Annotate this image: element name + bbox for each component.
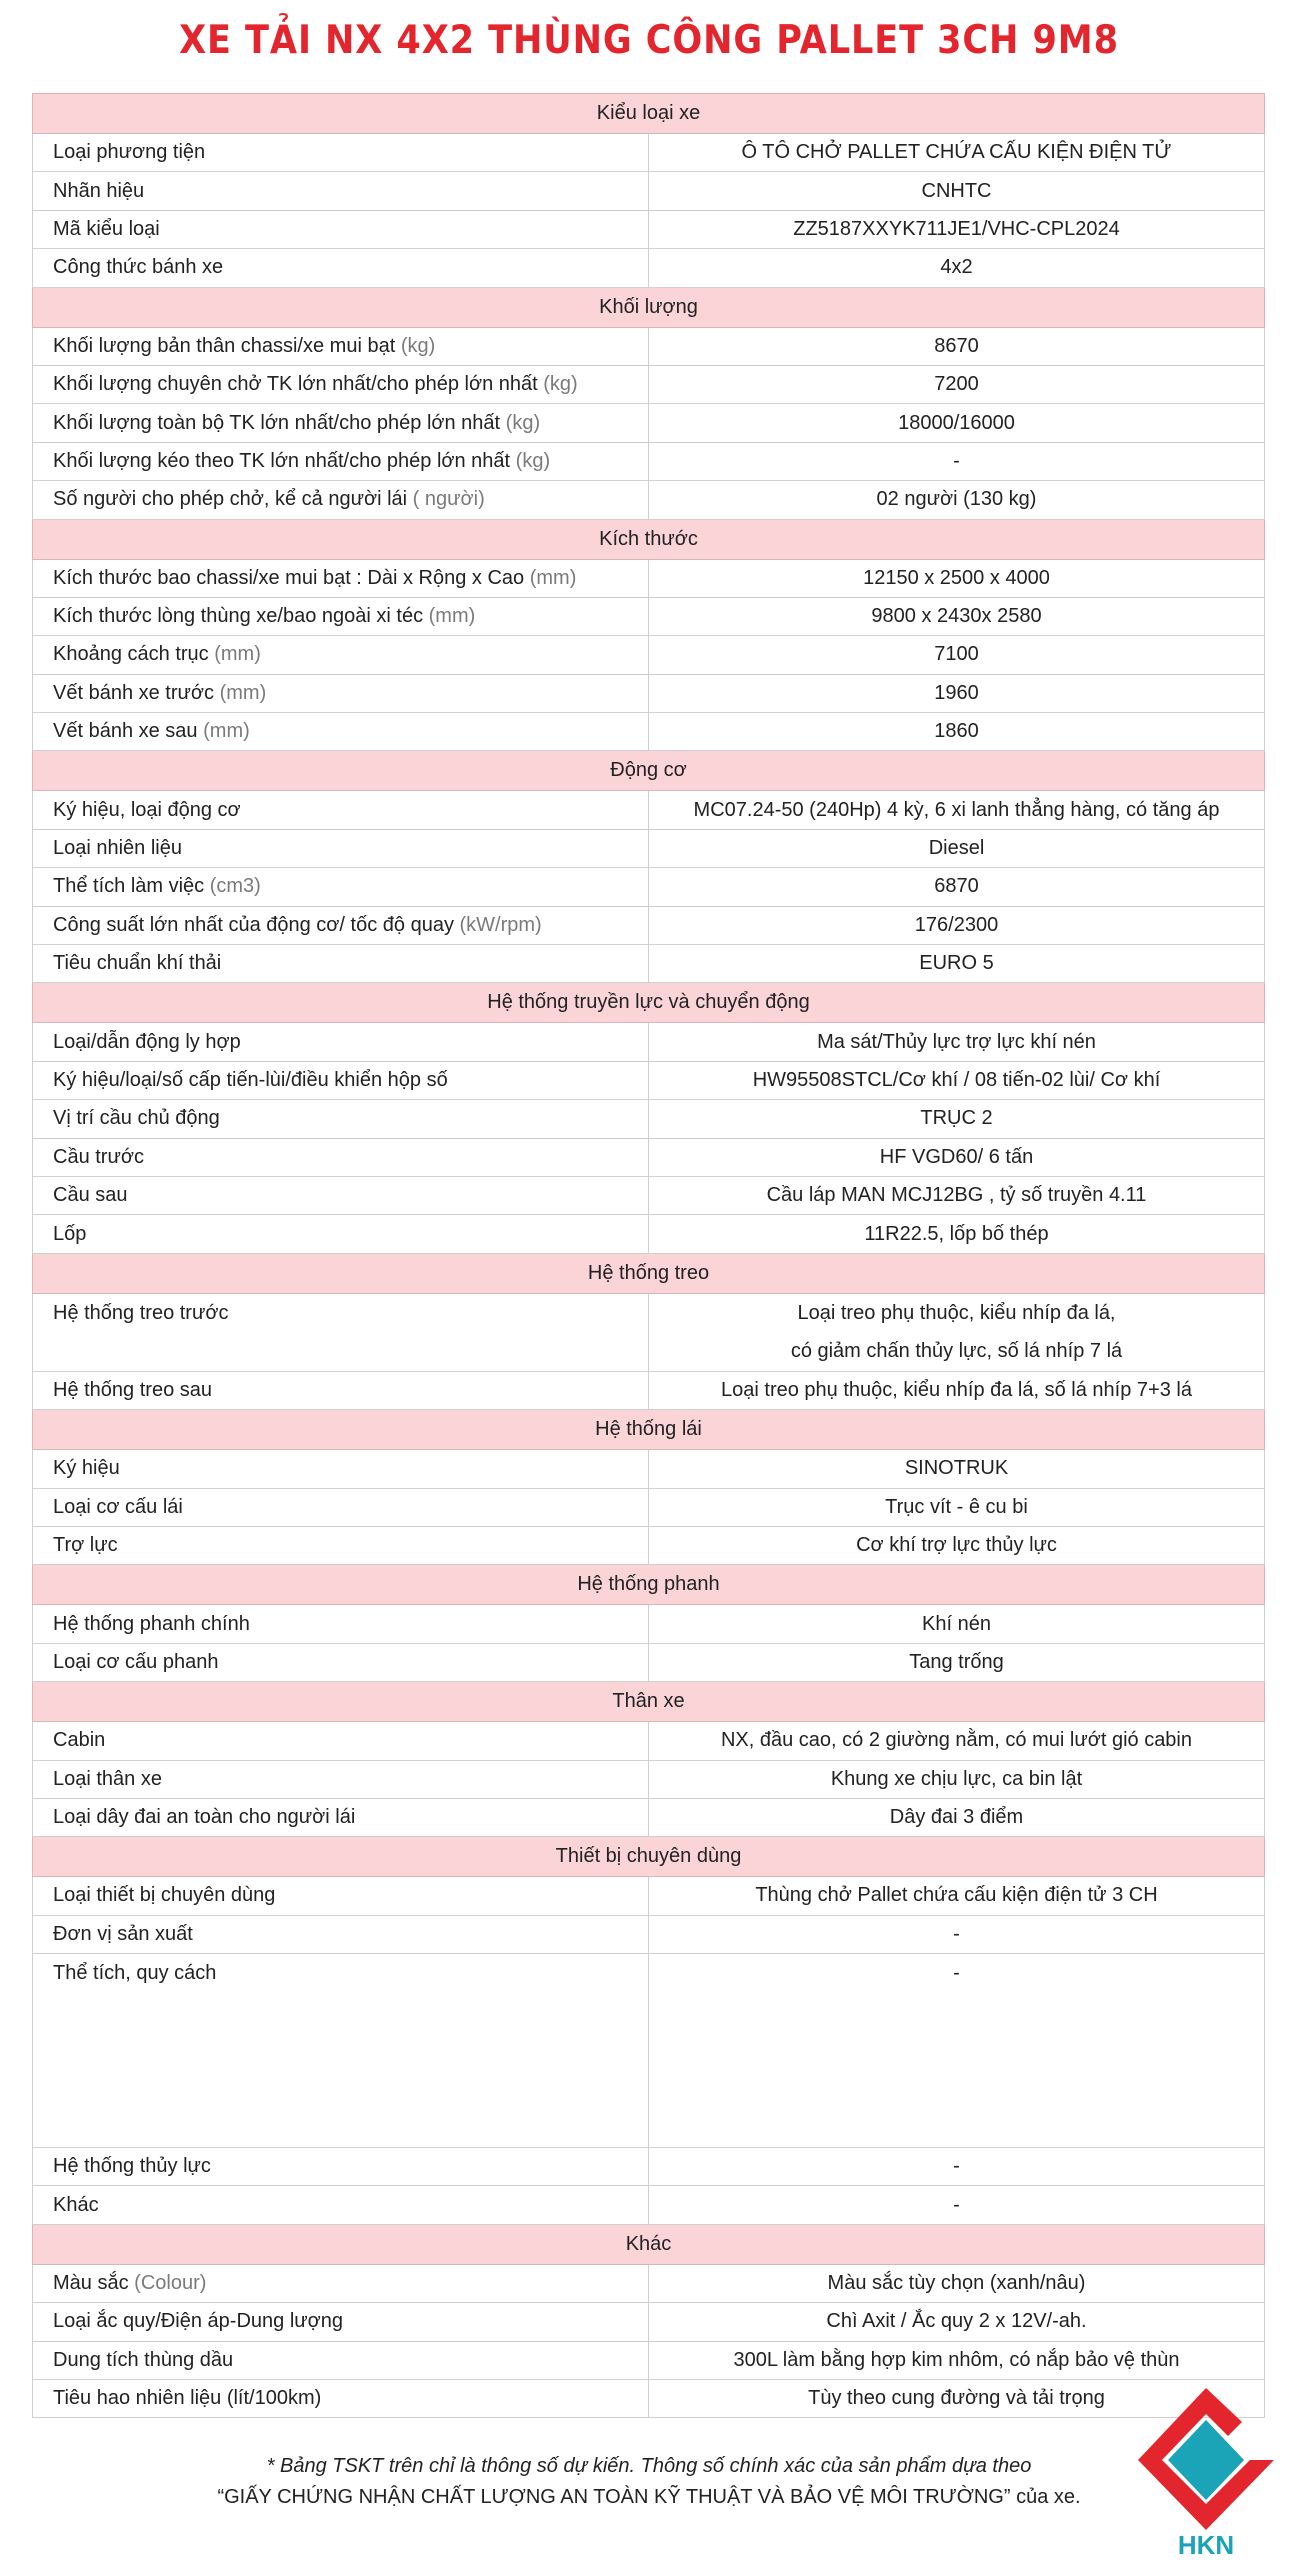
spec-label-cell xyxy=(33,597,649,635)
spec-label: Loại thiết bị chuyên dùng xyxy=(53,1884,276,1907)
spec-unit: (mm) xyxy=(428,605,476,628)
spec-row xyxy=(33,134,1265,172)
spec-row xyxy=(33,442,1265,480)
spec-value: CNHTC xyxy=(921,179,992,202)
spec-value: 6870 xyxy=(934,875,979,898)
spec-value: 8670 xyxy=(934,334,979,357)
spec-value-cell xyxy=(649,1293,1265,1371)
section-title: Động cơ xyxy=(33,751,1265,791)
spec-value: HF VGD60/ 6 tấn xyxy=(879,1145,1034,1168)
spec-label: Nhãn hiệu xyxy=(53,179,145,202)
spec-label-cell xyxy=(33,1371,649,1409)
spec-label: Vết bánh xe trước xyxy=(53,681,215,704)
spec-label-cell xyxy=(33,1023,649,1061)
spec-value: 4x2 xyxy=(940,256,973,279)
spec-label-cell xyxy=(33,1215,649,1253)
spec-row xyxy=(33,327,1265,365)
spec-row xyxy=(33,1138,1265,1176)
spec-label-cell xyxy=(33,1450,649,1488)
section-title: Khối lượng xyxy=(33,287,1265,327)
spec-value: Màu sắc tùy chọn (xanh/nâu) xyxy=(827,2272,1086,2295)
spec-value: Cơ khí trợ lực thủy lực xyxy=(856,1534,1057,1557)
spec-label: Loại cơ cấu phanh xyxy=(53,1650,219,1673)
spec-row xyxy=(33,1100,1265,1138)
spec-label-cell xyxy=(33,2148,649,2186)
spec-value-cell xyxy=(649,1023,1265,1061)
spec-row xyxy=(33,674,1265,712)
hkn-logo xyxy=(1132,2380,1280,2560)
spec-value: Dây đai 3 điểm xyxy=(889,1806,1024,1829)
spec-label-cell xyxy=(33,2186,649,2224)
spec-value-cell xyxy=(649,597,1265,635)
spec-label: Lốp xyxy=(53,1222,87,1245)
spec-label-cell xyxy=(33,481,649,519)
spec-label: Công thức bánh xe xyxy=(53,256,224,279)
spec-value-cell xyxy=(649,906,1265,944)
spec-value-cell xyxy=(649,713,1265,751)
footnote-line-2: “GIẤY CHỨNG NHẬN CHẤT LƯỢNG AN TOÀN KỸ THUẬT VÀ BẢO VỆ MÔI TRƯỜNG” của xe. xyxy=(217,2486,1081,2508)
spec-value: 18000/16000 xyxy=(898,411,1015,434)
spec-row xyxy=(33,1605,1265,1643)
spec-value-cell xyxy=(649,1100,1265,1138)
spec-label: Hệ thống treo sau xyxy=(53,1378,212,1401)
spec-label-cell xyxy=(33,249,649,287)
spec-row xyxy=(33,1526,1265,1564)
spec-value-cell xyxy=(649,945,1265,983)
spec-row xyxy=(33,2264,1265,2302)
spec-value: - xyxy=(953,449,960,472)
spec-label-cell xyxy=(33,1877,649,1915)
spec-label-cell xyxy=(33,1488,649,1526)
section-header-row xyxy=(33,1565,1265,1605)
spec-value: 7100 xyxy=(934,643,979,666)
spec-row xyxy=(33,868,1265,906)
spec-value: Chì Axit / Ắc quy 2 x 12V/-ah. xyxy=(826,2310,1087,2333)
spec-value-cell xyxy=(649,1954,1265,2148)
spec-value-cell xyxy=(649,404,1265,442)
section-title: Khác xyxy=(33,2224,1265,2264)
spec-row xyxy=(33,791,1265,829)
spec-unit: (kg) xyxy=(400,334,436,357)
spec-value-cell xyxy=(649,1605,1265,1643)
logo-text: HKN xyxy=(1177,2530,1235,2560)
spec-row xyxy=(33,1061,1265,1099)
spec-table-body xyxy=(33,94,1265,2418)
spec-value-cell xyxy=(649,2186,1265,2224)
spec-label: Loại/dẫn động ly hợp xyxy=(53,1030,241,1053)
spec-value-cell xyxy=(649,636,1265,674)
spec-value-cell xyxy=(649,1488,1265,1526)
spec-unit: (mm) xyxy=(529,566,577,589)
spec-value: TRỤC 2 xyxy=(920,1107,993,1130)
spec-row xyxy=(33,1176,1265,1214)
spec-value-cell xyxy=(649,1643,1265,1681)
spec-value: MC07.24-50 (240Hp) 4 kỳ, 6 xi lanh thẳng hàng, có tăng áp xyxy=(693,798,1220,821)
spec-label: Mã kiểu loại xyxy=(53,217,160,240)
spec-value-cell xyxy=(649,134,1265,172)
spec-label: Loại cơ cấu lái xyxy=(53,1495,183,1518)
section-header-row xyxy=(33,94,1265,134)
spec-label-cell xyxy=(33,1138,649,1176)
spec-label: Trợ lực xyxy=(53,1534,118,1557)
spec-row xyxy=(33,906,1265,944)
spec-unit: (Colour) xyxy=(134,2272,207,2295)
spec-value-cell xyxy=(649,1371,1265,1409)
spec-value-line-2: có giảm chấn thủy lực, số lá nhíp 7 lá xyxy=(790,1339,1123,1362)
spec-row xyxy=(33,1643,1265,1681)
spec-row xyxy=(33,1293,1265,1371)
spec-label-cell xyxy=(33,1643,649,1681)
spec-label: Khối lượng kéo theo TK lớn nhất/cho phép lớn nhất xyxy=(53,449,511,472)
spec-value-cell xyxy=(649,674,1265,712)
spec-label-cell xyxy=(33,1915,649,1953)
spec-label-cell xyxy=(33,1798,649,1836)
spec-value: 1860 xyxy=(934,720,979,743)
section-title: Hệ thống lái xyxy=(33,1410,1265,1450)
spec-label: Hệ thống thủy lực xyxy=(53,2155,211,2178)
spec-label-cell xyxy=(33,791,649,829)
spec-row xyxy=(33,404,1265,442)
spec-value: 11R22.5, lốp bố thép xyxy=(864,1222,1049,1245)
spec-label-cell xyxy=(33,1605,649,1643)
spec-unit: (cm3) xyxy=(209,875,261,898)
spec-value: 02 người (130 kg) xyxy=(876,488,1037,511)
section-title: Kiểu loại xe xyxy=(33,94,1265,134)
spec-value: - xyxy=(953,1962,960,1985)
spec-value: Cầu láp MAN MCJ12BG , tỷ số truyền 4.11 xyxy=(766,1184,1147,1207)
spec-value: Tùy theo cung đường và tải trọng xyxy=(808,2387,1105,2410)
section-title: Thiết bị chuyên dùng xyxy=(33,1837,1265,1877)
spec-label: Ký hiệu xyxy=(53,1457,120,1480)
spec-label-cell xyxy=(33,1526,649,1564)
spec-label-cell xyxy=(33,1293,649,1371)
spec-label: Màu sắc xyxy=(53,2272,129,2295)
spec-label-cell xyxy=(33,1722,649,1760)
spec-value-cell xyxy=(649,1526,1265,1564)
spec-label-cell xyxy=(33,868,649,906)
spec-label-cell xyxy=(33,713,649,751)
spec-row xyxy=(33,1954,1265,2148)
spec-value-cell xyxy=(649,365,1265,403)
spec-value: Thùng chở Pallet chứa cấu kiện điện tử 3 CH xyxy=(755,1884,1158,1907)
spec-unit: (mm) xyxy=(203,720,250,743)
section-header-row xyxy=(33,1837,1265,1877)
spec-value: - xyxy=(953,2193,960,2216)
spec-label: Thể tích làm việc xyxy=(53,875,205,898)
spec-unit: ( người) xyxy=(412,488,485,511)
spec-value-cell xyxy=(649,2148,1265,2186)
spec-value-cell xyxy=(649,327,1265,365)
spec-row xyxy=(33,597,1265,635)
spec-value-cell xyxy=(649,1798,1265,1836)
spec-label: Thể tích, quy cách xyxy=(53,1962,217,1985)
spec-unit: (kg) xyxy=(515,449,551,472)
spec-row xyxy=(33,559,1265,597)
spec-value-cell xyxy=(649,1450,1265,1488)
section-header-row xyxy=(33,2224,1265,2264)
section-title: Hệ thống phanh xyxy=(33,1565,1265,1605)
section-title: Hệ thống truyền lực và chuyển động xyxy=(33,983,1265,1023)
spec-table xyxy=(32,93,1265,2418)
spec-label: Đơn vị sản xuất xyxy=(53,1922,193,1945)
section-header-row xyxy=(33,1682,1265,1722)
spec-row xyxy=(33,1488,1265,1526)
spec-label-cell xyxy=(33,1176,649,1214)
spec-label: Vị trí cầu chủ động xyxy=(53,1107,220,1130)
spec-label-cell xyxy=(33,365,649,403)
spec-label-cell xyxy=(33,2303,649,2341)
spec-value-cell xyxy=(649,172,1265,210)
spec-value-cell xyxy=(649,2264,1265,2302)
spec-value-cell xyxy=(649,1877,1265,1915)
spec-label: Ký hiệu/loại/số cấp tiến-lùi/điều khiển hộp số xyxy=(53,1069,448,1091)
spec-value-cell xyxy=(649,210,1265,248)
spec-value-cell xyxy=(649,791,1265,829)
hkn-logo-icon xyxy=(1132,2380,1280,2560)
spec-value: 12150 x 2500 x 4000 xyxy=(863,566,1050,589)
spec-label: Khoảng cách trục xyxy=(53,643,209,666)
spec-label-cell xyxy=(33,906,649,944)
spec-row xyxy=(33,1760,1265,1798)
spec-value-cell xyxy=(649,442,1265,480)
spec-value: - xyxy=(953,2155,960,2178)
spec-label-cell xyxy=(33,829,649,867)
spec-label-cell xyxy=(33,404,649,442)
spec-row xyxy=(33,365,1265,403)
spec-value: 9800 x 2430x 2580 xyxy=(871,605,1042,628)
page-title: XE TẢI NX 4X2 THÙNG CÔNG PALLET 3CH 9M8 xyxy=(179,18,1119,63)
spec-label: Cầu sau xyxy=(53,1184,128,1207)
section-header-row xyxy=(33,287,1265,327)
spec-label: Dung tích thùng dầu xyxy=(53,2348,234,2371)
spec-row xyxy=(33,1450,1265,1488)
spec-value-cell xyxy=(649,481,1265,519)
spec-label-cell xyxy=(33,2264,649,2302)
spec-label: Số người cho phép chở, kể cả người lái xyxy=(53,488,408,511)
spec-row xyxy=(33,1798,1265,1836)
spec-label: Công suất lớn nhất của động cơ/ tốc độ quay xyxy=(53,913,454,936)
spec-label: Khác xyxy=(53,2193,99,2216)
spec-unit: (mm) xyxy=(219,681,267,704)
spec-value: NX, đầu cao, có 2 giường nằm, có mui lướt gió cabin xyxy=(720,1729,1192,1752)
spec-value: Ô TÔ CHỞ PALLET CHỨA CẤU KIỆN ĐIỆN TỬ xyxy=(741,141,1172,164)
spec-value-cell xyxy=(649,1138,1265,1176)
spec-label: Ký hiệu, loại động cơ xyxy=(53,798,241,821)
spec-value: SINOTRUK xyxy=(904,1457,1009,1480)
spec-row xyxy=(33,636,1265,674)
spec-row xyxy=(33,1877,1265,1915)
spec-label-cell xyxy=(33,2341,649,2379)
spec-label-cell xyxy=(33,327,649,365)
spec-value-cell xyxy=(649,1176,1265,1214)
section-title: Hệ thống treo xyxy=(33,1253,1265,1293)
spec-label-cell xyxy=(33,1760,649,1798)
spec-row xyxy=(33,713,1265,751)
spec-value-cell xyxy=(649,1215,1265,1253)
spec-value-cell xyxy=(649,1760,1265,1798)
spec-label: Kích thước bao chassi/xe mui bạt : Dài x Rộng x Cao xyxy=(53,566,525,589)
spec-label: Kích thước lòng thùng xe/bao ngoài xi téc xyxy=(53,605,424,628)
spec-row xyxy=(33,2148,1265,2186)
spec-value: 7200 xyxy=(934,373,979,396)
spec-unit: (mm) xyxy=(214,643,261,666)
spec-label: Cầu trước xyxy=(53,1145,144,1168)
spec-row xyxy=(33,829,1265,867)
section-header-row xyxy=(33,1410,1265,1450)
spec-value-cell xyxy=(649,2341,1265,2379)
spec-label: Khối lượng chuyên chở TK lớn nhất/cho phép lớn nhất xyxy=(53,373,538,396)
spec-row xyxy=(33,1371,1265,1409)
spec-row xyxy=(33,172,1265,210)
spec-value: 1960 xyxy=(934,681,979,704)
spec-label-cell xyxy=(33,172,649,210)
spec-label-cell xyxy=(33,134,649,172)
spec-label-cell xyxy=(33,674,649,712)
spec-value: 176/2300 xyxy=(914,913,999,936)
spec-row xyxy=(33,1023,1265,1061)
footnote-line-1: * Bảng TSKT trên chỉ là thông số dự kiến. Thông số chính xác của sản phẩm dựa theo xyxy=(266,2455,1032,2477)
spec-value: Ma sát/Thủy lực trợ lực khí nén xyxy=(817,1030,1096,1053)
spec-label: Loại thân xe xyxy=(53,1767,162,1790)
spec-unit: (kg) xyxy=(505,411,541,434)
section-title: Kích thước xyxy=(33,519,1265,559)
spec-value-cell xyxy=(649,1915,1265,1953)
spec-value-cell xyxy=(649,2303,1265,2341)
spec-value-cell xyxy=(649,1061,1265,1099)
spec-label-cell xyxy=(33,2380,649,2418)
spec-row xyxy=(33,2380,1265,2418)
spec-label-cell xyxy=(33,1954,649,2148)
spec-value: EURO 5 xyxy=(919,952,994,975)
spec-value: - xyxy=(953,1922,960,1945)
spec-value: Loại treo phụ thuộc, kiểu nhíp đa lá, số lá nhíp 7+3 lá xyxy=(721,1378,1192,1401)
spec-row xyxy=(33,481,1265,519)
spec-value-cell xyxy=(649,868,1265,906)
spec-value: Diesel xyxy=(928,837,985,860)
section-header-row xyxy=(33,751,1265,791)
spec-label: Vết bánh xe sau xyxy=(53,720,198,743)
spec-label-cell xyxy=(33,442,649,480)
spec-row xyxy=(33,945,1265,983)
spec-label: Cabin xyxy=(53,1729,106,1752)
spec-label: Tiêu chuẩn khí thải xyxy=(53,952,222,975)
spec-row xyxy=(33,1915,1265,1953)
spec-value: Tang trống xyxy=(909,1650,1004,1673)
spec-label: Khối lượng toàn bộ TK lớn nhất/cho phép lớn nhất xyxy=(53,411,501,434)
spec-unit: (kW/rpm) xyxy=(459,913,542,936)
spec-value: Khí nén xyxy=(922,1612,991,1635)
spec-label-cell xyxy=(33,945,649,983)
spec-value: 300L làm bằng hợp kim nhôm, có nắp bảo vệ thùn xyxy=(733,2348,1180,2371)
spec-label-cell xyxy=(33,559,649,597)
section-header-row xyxy=(33,983,1265,1023)
spec-label-cell xyxy=(33,210,649,248)
section-header-row xyxy=(33,1253,1265,1293)
spec-label: Loại dây đai an toàn cho người lái xyxy=(53,1806,356,1829)
spec-row xyxy=(33,2186,1265,2224)
spec-unit: (kg) xyxy=(543,373,578,396)
spec-row xyxy=(33,2341,1265,2379)
spec-label: Hệ thống treo trước xyxy=(53,1301,229,1324)
spec-label-cell xyxy=(33,1100,649,1138)
spec-row xyxy=(33,210,1265,248)
spec-value-cell xyxy=(649,1722,1265,1760)
spec-label: Khối lượng bản thân chassi/xe mui bạt xyxy=(53,334,396,357)
spec-label: Hệ thống phanh chính xyxy=(53,1612,250,1635)
spec-row xyxy=(33,2303,1265,2341)
spec-value-cell xyxy=(649,249,1265,287)
section-header-row xyxy=(33,519,1265,559)
spec-row xyxy=(33,1722,1265,1760)
spec-label: Loại nhiên liệu xyxy=(53,837,182,860)
spec-value-cell xyxy=(649,829,1265,867)
spec-value: Trục vít - ê cu bi xyxy=(885,1495,1028,1518)
spec-label-cell xyxy=(33,636,649,674)
spec-row xyxy=(33,1215,1265,1253)
spec-label-cell xyxy=(33,1061,649,1099)
spec-value-cell xyxy=(649,559,1265,597)
spec-row xyxy=(33,249,1265,287)
spec-value: Khung xe chịu lực, ca bin lật xyxy=(830,1767,1083,1790)
spec-label: Loại ắc quy/Điện áp-Dung lượng xyxy=(53,2310,344,2333)
spec-value: ZZ5187XXYK711JE1/VHC-CPL2024 xyxy=(793,217,1120,240)
spec-value: HW95508STCL/Cơ khí / 08 tiến-02 lùi/ Cơ khí xyxy=(752,1069,1161,1091)
spec-value: Loại treo phụ thuộc, kiểu nhíp đa lá, xyxy=(797,1301,1116,1324)
spec-label: Tiêu hao nhiên liệu (lít/100km) xyxy=(53,2387,322,2410)
spec-label: Loại phương tiện xyxy=(53,141,206,164)
section-title: Thân xe xyxy=(33,1682,1265,1722)
